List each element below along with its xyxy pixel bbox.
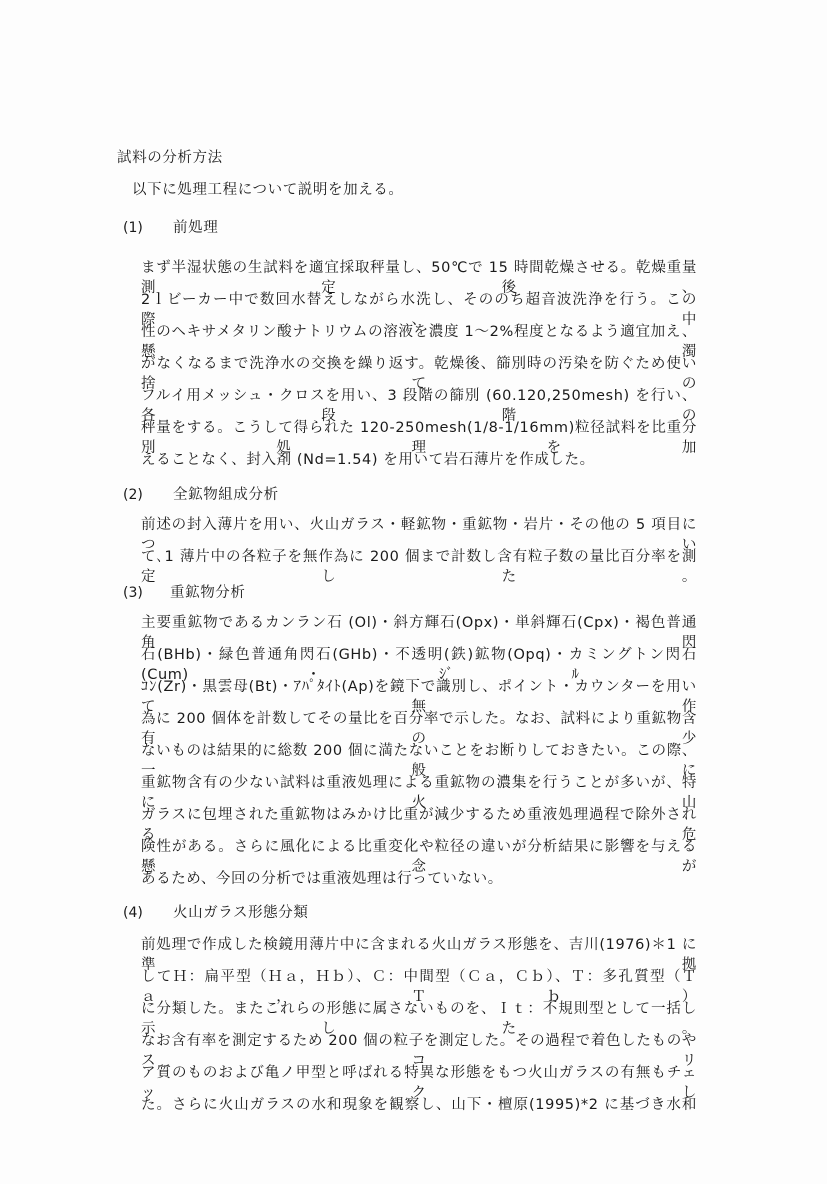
- body-line: あるため、今回の分析では重液処理は行っていない。: [141, 871, 503, 887]
- section-number: (3): [123, 585, 143, 601]
- section-number: (2): [123, 487, 143, 503]
- body-line: してＨ：扁平型（Ｈａ，Ｈｂ）、Ｃ：中間型（Ｃａ，Ｃｂ）、Ｔ：多孔質型（Ｔａ，Ｔｂ）: [141, 969, 697, 1005]
- document-title: 試料の分析方法: [117, 150, 223, 166]
- body-line: 重鉱物含有の少ない試料は重液処理による重鉱物の濃集を行うことが多いが、特に火山: [141, 775, 697, 811]
- section-title: 全鉱物組成分析: [173, 487, 279, 503]
- body-line: た。さらに火山ガラスの水和現象を観察し、山下・檀原(1995)*2 に基づき水和: [141, 1097, 697, 1113]
- body-line: に分類した。またこれらの形態に属さないものを、Ｉｔ：不規則型として一括し示した。: [141, 1001, 697, 1037]
- body-line: 前述の封入薄片を用い、火山ガラス・軽鉱物・重鉱物・岩片・その他の 5 項目につい: [141, 517, 697, 553]
- body-line: 主要重鉱物であるカンラン石 (Ol)・斜方輝石(Opx)・単斜輝石(Cpx)・褐色普通角閃: [141, 615, 697, 651]
- body-line: 性のヘキサメタリン酸ナトリウムの溶液を濃度 1～2%程度となるよう適宜加え、懸濁: [141, 324, 697, 360]
- section-number: (1): [123, 220, 143, 236]
- body-line: がなくなるまで洗浄水の交換を繰り返す。乾燥後、篩別時の汚染を防ぐため使い捨ての: [141, 356, 697, 392]
- section-number: (4): [123, 905, 143, 921]
- body-line: て､1 薄片中の各粒子を無作為に 200 個まで計数し含有粒子数の量比百分率を測定した。: [141, 549, 697, 585]
- section-title: 重鉱物分析: [170, 585, 246, 601]
- body-line: 秤量をする。こうして得られた 120-250mesh(1/8-1/16mm)粒径試料を比重分別処理を加: [141, 420, 697, 456]
- body-line: 2ｌビーカー中で数回水替えしながら水洗し、そののち超音波洗浄を行う。この際、中: [141, 292, 697, 328]
- body-line: 前処理で作成した検鏡用薄片中に含まれる火山ガラス形態を、吉川(1976)＊1 に準拠: [141, 937, 697, 973]
- body-line: まず半湿状態の生試料を適宜採取秤量し、50℃で 15 時間乾燥させる。乾燥重量測定後、: [141, 260, 697, 296]
- body-line: えることなく、封入剤 (Nd=1.54) を用いて岩石薄片を作成した。: [141, 452, 595, 468]
- section-title: 火山ガラス形態分類: [173, 905, 309, 921]
- section-title: 前処理: [173, 220, 219, 236]
- body-line: ガラスに包埋された重鉱物はみかけ比重が減少するため重液処理過程で除外される危: [141, 807, 697, 843]
- body-line: ないものは結果的に総数 200 個に満たないことをお断りしておきたい。この際、一般に: [141, 743, 697, 779]
- body-line: ア質のものおよび亀ノ甲型と呼ばれる特異な形態をもつ火山ガラスの有無もチェックし: [141, 1065, 697, 1101]
- intro-paragraph: 以下に処理工程について説明を加える。: [132, 182, 404, 198]
- body-line: なお含有率を測定するため 200 個の粒子を測定した。その過程で着色したものやスコリ: [141, 1033, 697, 1069]
- body-line: 石(BHb)・緑色普通角閃石(GHb)・不透明(鉄)鉱物(Opq)・カミングトン閃石(Cum)・ｼﾞﾙ: [141, 647, 697, 683]
- body-line: フルイ用メッシュ・クロスを用い、3 段階の篩別 (60.120,250mesh) を行い、各段階の: [141, 388, 697, 424]
- body-line: 為に 200 個体を計数してその量比を百分率で示した。なお、試料により重鉱物含有の少: [141, 711, 697, 747]
- body-line: 険性がある。さらに風化による比重変化や粒径の違いが分析結果に影響を与える懸念が: [141, 839, 697, 875]
- body-line: ｺﾝ(Zr)・黒雲母(Bt)・ｱﾊﾟﾀｲﾄ(Ap)を鏡下で識別し、ポイント・カウンターを用いて無作: [141, 679, 697, 715]
